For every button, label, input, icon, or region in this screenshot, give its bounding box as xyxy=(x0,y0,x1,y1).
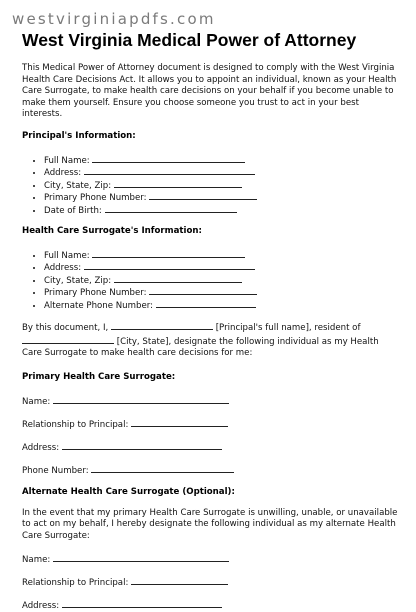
list-item: • Full Name: xyxy=(44,154,400,166)
form-field: Name: xyxy=(22,395,400,408)
blank-line[interactable] xyxy=(53,553,229,562)
list-item: • Primary Phone Number: xyxy=(44,191,400,203)
alternate-surrogate-heading: Alternate Health Care Surrogate (Optional): xyxy=(22,486,235,497)
blank-line[interactable] xyxy=(62,599,222,608)
blank-line[interactable] xyxy=(105,204,237,213)
watermark: westvirginiapdfs.com xyxy=(12,10,216,28)
list-item: • Primary Phone Number: xyxy=(44,286,400,298)
blank-line[interactable] xyxy=(92,249,245,258)
principal-heading: Principal's Information: xyxy=(22,130,136,141)
blank-line[interactable] xyxy=(53,395,229,404)
blank-line[interactable] xyxy=(22,335,114,344)
list-item: • Full Name: xyxy=(44,249,400,261)
blank-line[interactable] xyxy=(114,274,242,283)
form-field: Name: xyxy=(22,553,400,566)
blank-line[interactable] xyxy=(149,286,257,295)
form-field: Relationship to Principal: xyxy=(22,418,400,431)
blank-line[interactable] xyxy=(62,441,222,450)
list-item: • Address: xyxy=(44,261,400,273)
form-field: Phone Number: xyxy=(22,464,400,477)
surrogate-info-list xyxy=(22,249,400,311)
list-item: • Date of Birth: xyxy=(44,204,400,216)
blank-line[interactable] xyxy=(84,166,255,175)
document-page xyxy=(22,30,400,612)
blank-line[interactable] xyxy=(131,418,228,427)
document-title: West Virginia Medical Power of Attorney xyxy=(22,30,357,50)
intro-paragraph: This Medical Power of Attorney document is designed to comply with the West Virginia Health Care Decisions Act. It allows you to appoint an individual, known as your Health Care Surrogate, to make health care decisions on your behalf if you become unable to make them yourself. Ensure you choose someone you trust to act in your best interests. xyxy=(22,63,397,120)
designation-paragraph: By this document, I, [Principal's full name], resident of [City, State], designate the following individual as my Health Care Surrogate to make health care decisions for me: xyxy=(22,323,379,359)
blank-line[interactable] xyxy=(114,179,242,188)
list-item: • City, State, Zip: xyxy=(44,179,400,191)
blank-line[interactable] xyxy=(156,299,256,308)
blank-line[interactable] xyxy=(91,464,234,473)
blank-line[interactable] xyxy=(92,154,245,163)
blank-line[interactable] xyxy=(131,576,228,585)
form-field: Address: xyxy=(22,599,400,612)
form-field: Relationship to Principal: xyxy=(22,576,400,589)
primary-surrogate-heading: Primary Health Care Surrogate: xyxy=(22,371,176,382)
list-item: • City, State, Zip: xyxy=(44,274,400,286)
list-item: • Alternate Phone Number: xyxy=(44,299,400,311)
blank-line[interactable] xyxy=(111,321,213,330)
surrogate-info-heading: Health Care Surrogate's Information: xyxy=(22,226,202,236)
form-field: Address: xyxy=(22,441,400,454)
blank-line[interactable] xyxy=(149,191,257,200)
principal-list xyxy=(22,154,400,216)
list-item: • Address: xyxy=(44,166,400,178)
blank-line[interactable] xyxy=(84,261,255,270)
alternate-intro-paragraph: In the event that my primary Health Care Surrogate is unwilling, unable, or unavailable to act on my behalf, I hereby designate the following individual as my alternate Health Care Surrogate: xyxy=(22,507,398,541)
